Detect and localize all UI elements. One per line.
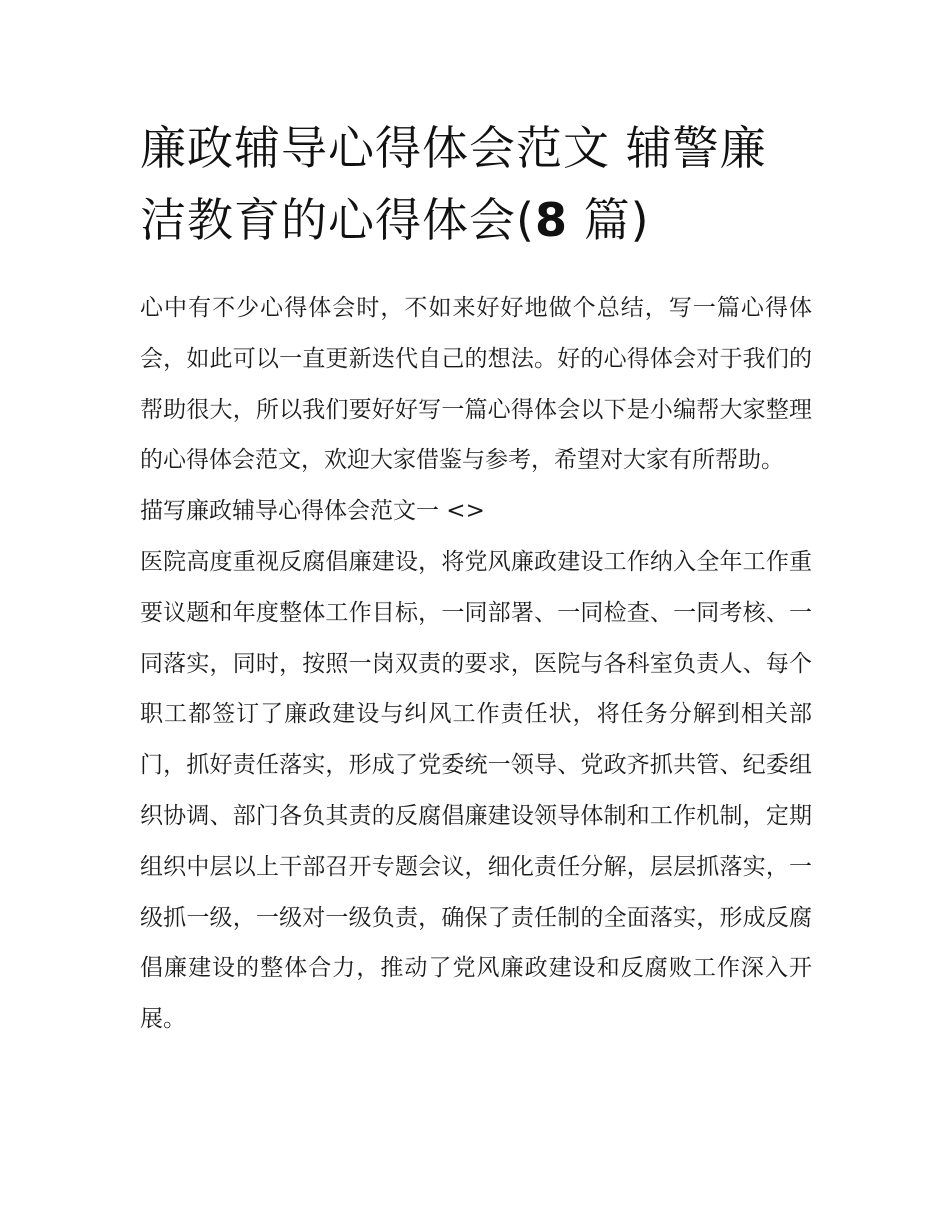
- body-paragraph: 医院高度重视反腐倡廉建设，将党风廉政建设工作纳入全年工作重要议题和年度整体工作目标，一同部署、一同检查、一同考核、一同落实，同时，按照一岗双责的要求，医院与各科室负责人、每个职工都签订了廉政建设与纠风工作责任状，将任务分解到相关部门，抓好责任落实，形成了党委统一领导、党政齐抓共管、纪委组织协调、部门各负其责的反腐倡廉建设领导体制和工作机制，定期组织中层以上干部召开专题会议，细化责任分解，层层抓落实，一级抓一级，一级对一级负责，确保了责任制的全面落实，形成反腐倡廉建设的整体合力，推动了党风廉政建设和反腐败工作深入开展。: [140, 548, 812, 1033]
- title-number: 8: [534, 193, 568, 247]
- section-heading: 描写廉政辅导心得体会范文一 <>: [140, 498, 485, 525]
- intro-paragraph: 心中有不少心得体会时，不如来好好地做个总结，写一篇心得体会，如此可以一直更新迭代自己的想法。好的心得体会对于我们的帮助很大，所以我们要好好写一篇心得体会以下是小编帮大家整理的心得体会范文，欢迎大家借鉴与参考，希望对大家有所帮助。: [140, 295, 812, 474]
- title-suffix: 篇): [567, 193, 650, 247]
- document-page: [140, 112, 812, 1045]
- title-text: 廉政辅导心得体会范文 辅警廉洁教育的心得体会(: [140, 121, 767, 247]
- document-body: [140, 283, 812, 1045]
- document-title: [140, 112, 812, 256]
